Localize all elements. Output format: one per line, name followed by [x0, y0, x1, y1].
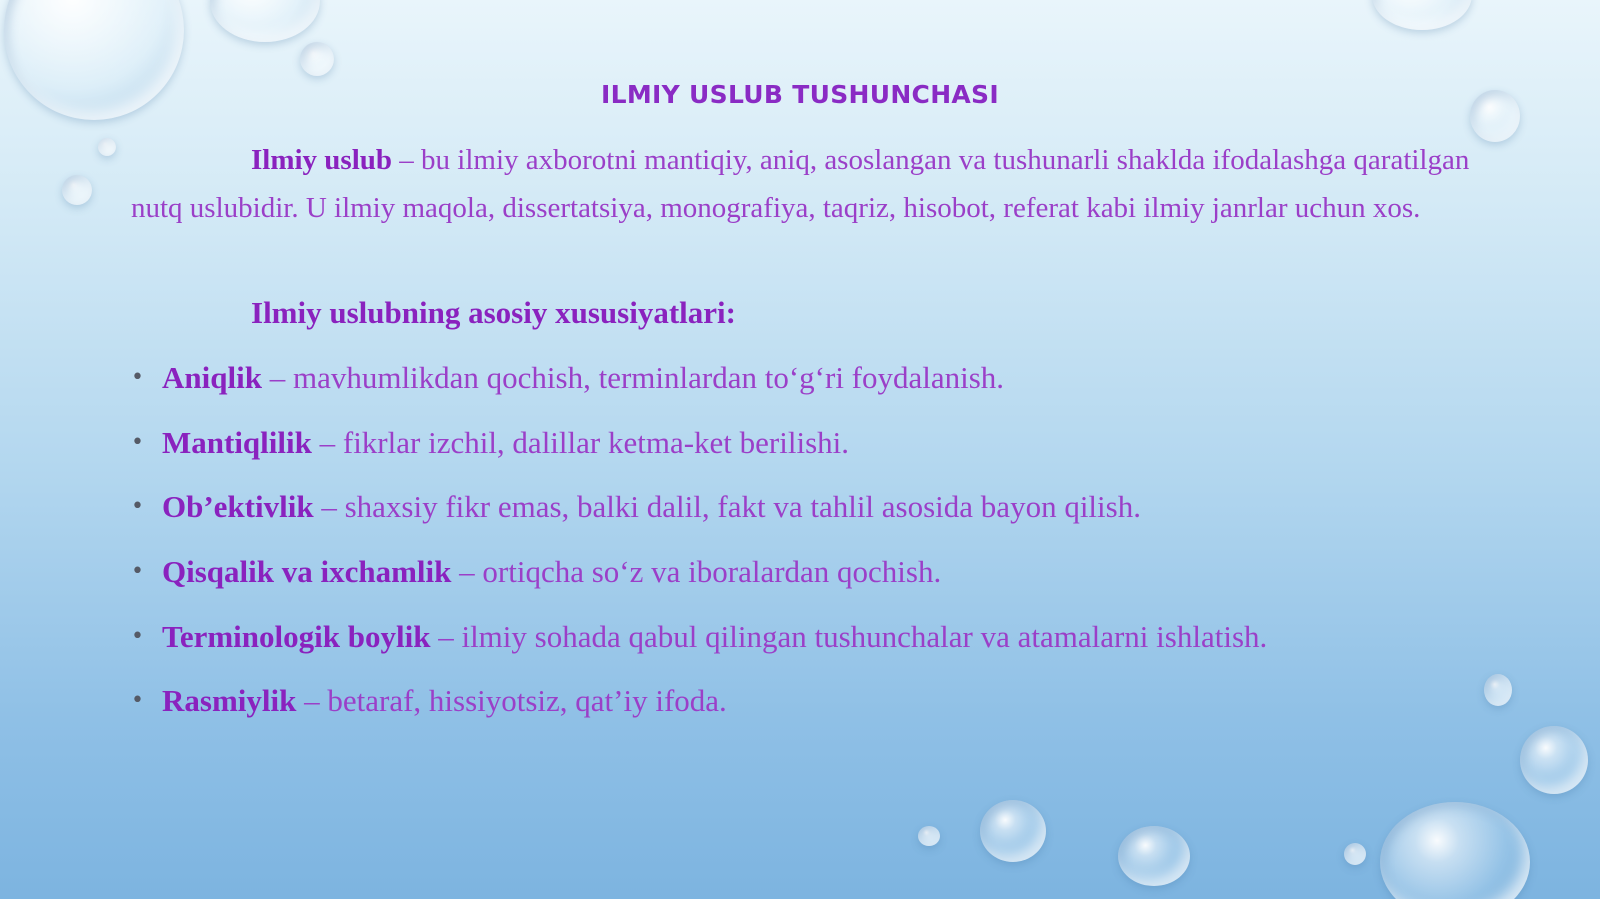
droplet-icon: [1484, 674, 1512, 706]
droplet-icon: [300, 42, 334, 76]
list-item: [131, 354, 1267, 419]
feature-term: Qisqalik va ixchamlik: [162, 554, 452, 590]
droplet-icon: [1520, 726, 1588, 794]
list-item: [131, 613, 1267, 678]
droplet-icon: [62, 175, 92, 205]
intro-paragraph: [131, 136, 1471, 232]
features-subheading: Ilmiy uslubning asosiy xususiyatlari:: [251, 295, 736, 330]
feature-term: Mantiqlilik: [162, 424, 312, 460]
feature-term: Rasmiylik: [162, 683, 297, 719]
droplet-icon: [210, 0, 320, 42]
bullet-icon: •: [131, 688, 144, 714]
bullet-icon: •: [131, 494, 144, 520]
feature-text: – shaxsiy fikr emas, balki dalil, fakt va tahlil asosida bayon qilish.: [313, 489, 1141, 525]
droplet-icon: [1380, 802, 1530, 899]
feature-text: – mavhumlikdan qochish, terminlardan to‘g‘ri foydalanish.: [261, 360, 1005, 395]
feature-text: – betaraf, hissiyotsiz, qat’iy ifoda.: [296, 683, 727, 719]
droplet-icon: [918, 826, 940, 846]
slide-title: ILMIY USLUB TUSHUNCHASI: [601, 80, 999, 109]
droplet-icon: [1344, 843, 1366, 865]
droplet-icon: [980, 800, 1046, 862]
feature-term: Aniqlik: [162, 360, 262, 395]
droplet-icon: [1118, 826, 1190, 886]
intro-term: Ilmiy uslub: [251, 144, 393, 176]
features-list: [131, 354, 1267, 742]
list-item: [131, 483, 1267, 548]
droplet-icon: [98, 138, 116, 156]
list-item: [131, 677, 1267, 742]
feature-text: – fikrlar izchil, dalillar ketma-ket berilishi.: [311, 424, 850, 460]
feature-text: – ilmiy sohada qabul qilingan tushunchalar va atamalarni ishlatish.: [430, 618, 1268, 654]
bullet-icon: •: [131, 623, 144, 649]
list-item: [131, 419, 1267, 484]
feature-term: Ob’ektivlik: [162, 489, 314, 525]
feature-text: – ortiqcha so‘z va iboralardan qochish.: [451, 554, 942, 590]
feature-term: Terminologik boylik: [162, 618, 431, 654]
intro-text: – bu ilmiy axborotni mantiqiy, aniq, asoslangan va tushunarli shaklda ifodalashga qaratilgan nutq uslubidir. U ilmiy maqola, dissertatsiya, monografiya, taqriz, hisobot, referat kabi ilmiy janrlar uchun xos.: [131, 144, 1470, 224]
droplet-icon: [1372, 0, 1472, 30]
bullet-icon: •: [131, 365, 144, 390]
bullet-icon: •: [131, 429, 144, 455]
list-item: [131, 548, 1267, 613]
bullet-icon: •: [131, 559, 144, 585]
